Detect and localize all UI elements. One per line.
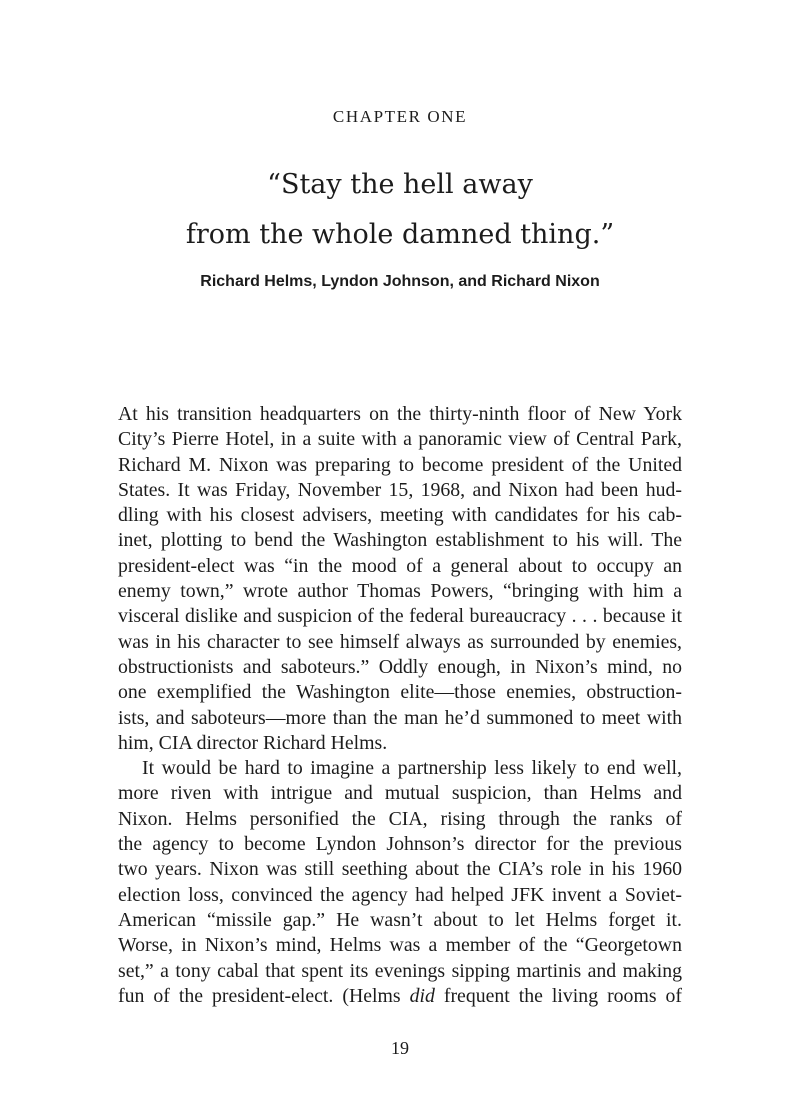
text-line: States. It was Friday, November 15, 1968, and Nixon had been hud-	[118, 478, 682, 501]
text-line: enemy town,” wrote author Thomas Powers, “bringing with him a	[118, 580, 682, 603]
chapter-title	[0, 160, 800, 260]
paragraph-1	[118, 402, 682, 756]
text-line: City’s Pierre Hotel, in a suite with a panoramic view of Central Park,	[118, 428, 682, 451]
text-line: one exemplified the Washington elite—those enemies, obstruction-	[118, 681, 682, 704]
emphasized-word: did	[409, 984, 435, 1007]
text-line: American “missile gap.” He wasn’t about to let Helms forget it.	[118, 908, 682, 931]
text-line: Worse, in Nixon’s mind, Helms was a member of the “Georgetown	[118, 934, 682, 957]
text-line: him, CIA director Richard Helms.	[118, 731, 388, 754]
text-line: two years. Nixon was still seething about the CIA’s role in his 1960	[118, 858, 682, 881]
paragraph-2	[118, 756, 682, 1009]
chapter-subtitle: Richard Helms, Lyndon Johnson, and Richard Nixon	[200, 273, 600, 290]
text-line: visceral dislike and suspicion of the federal bureaucracy . . . because it	[118, 605, 682, 628]
text-line: ists, and saboteurs—more than the man he’d summoned to meet with	[118, 706, 682, 729]
text-line: president-elect was “in the mood of a general about to occupy an	[118, 554, 682, 577]
body-text	[118, 402, 682, 1009]
page-number: 19	[391, 1038, 409, 1058]
text-line: At his transition headquarters on the thirty-ninth floor of New York	[118, 403, 682, 425]
text-line: inet, plotting to bend the Washington establishment to his will. The	[118, 529, 682, 552]
text-line: set,” a tony cabal that spent its evenings sipping martinis and making	[118, 959, 682, 982]
text-line: Richard M. Nixon was preparing to become president of the United	[118, 453, 682, 476]
chapter-title-line-2: from the whole damned thing.”	[185, 219, 615, 250]
text-line: obstructionists and saboteurs.” Oddly enough, in Nixon’s mind, no	[118, 655, 682, 678]
text-line: Nixon. Helms personified the CIA, rising through the ranks of	[118, 807, 682, 830]
text-line: dling with his closest advisers, meeting with candidates for his cab-	[118, 504, 682, 527]
chapter-title-line-1: “Stay the hell away	[267, 169, 533, 200]
text-fragment: frequent the living rooms of	[434, 984, 682, 1007]
text-line: It would be hard to imagine a partnership less likely to end well,	[142, 757, 682, 780]
text-line: the agency to become Lyndon Johnson’s director for the previous	[118, 833, 682, 856]
chapter-label: CHAPTER ONE	[332, 107, 468, 126]
text-fragment: fun of the president-elect. (Helms	[118, 984, 410, 1007]
text-line: was in his character to see himself always as surrounded by enemies,	[118, 630, 682, 653]
text-line	[118, 984, 682, 1009]
text-line: more riven with intrigue and mutual suspicion, than Helms and	[118, 782, 682, 805]
text-line: election loss, convinced the agency had helped JFK invent a Soviet-	[118, 883, 682, 906]
